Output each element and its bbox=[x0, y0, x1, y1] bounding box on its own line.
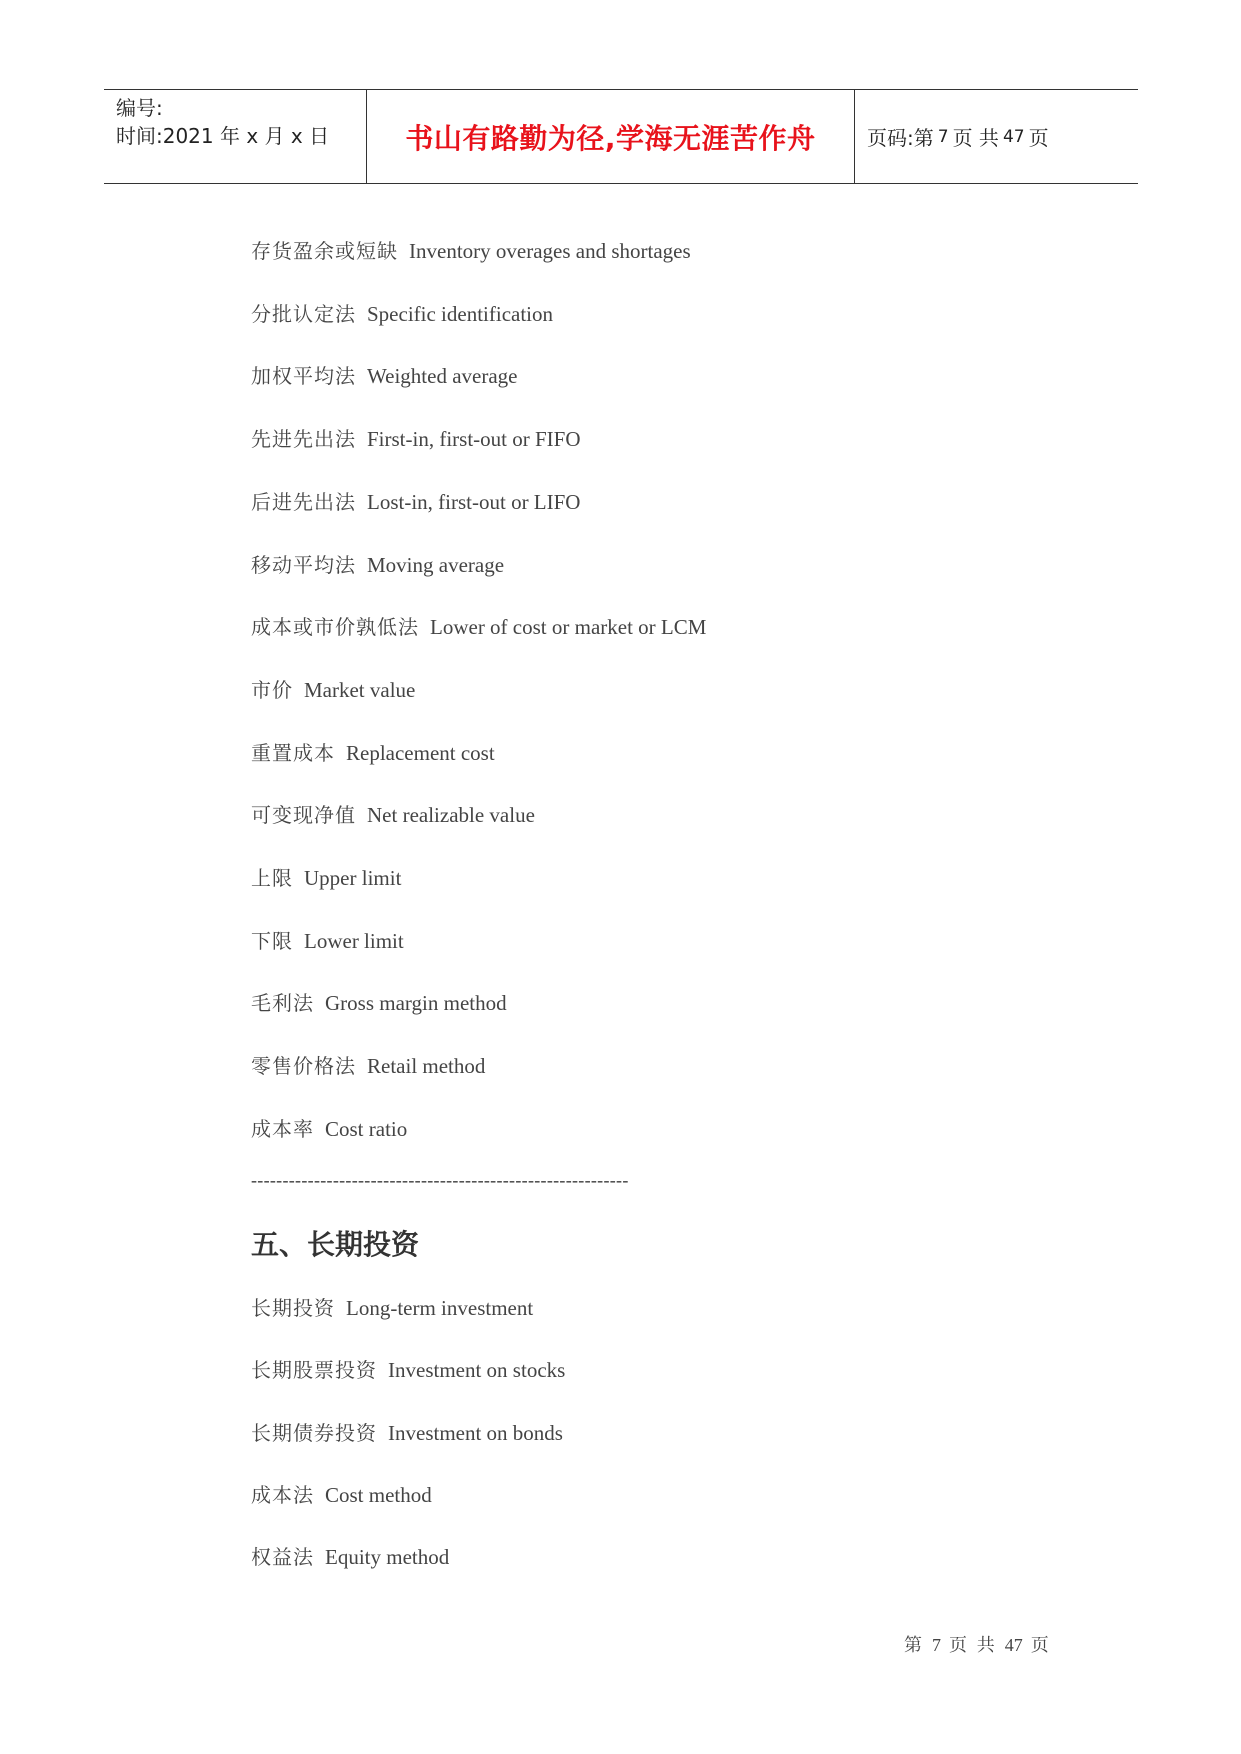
term-entry bbox=[251, 429, 581, 450]
term-chinese: 后进先出法 bbox=[251, 489, 356, 514]
term-chinese: 长期投资 bbox=[251, 1296, 335, 1320]
term-entry bbox=[251, 740, 495, 765]
term-english: Upper limit bbox=[304, 866, 402, 890]
term-chinese: 市价 bbox=[251, 677, 293, 702]
term-english: Equity method bbox=[325, 1545, 450, 1570]
term-english: Investment on stocks bbox=[388, 1358, 566, 1383]
term-entry bbox=[251, 993, 507, 1014]
date-line: 时间:2021 年 x 月 x 日 bbox=[116, 124, 330, 148]
term-chinese: 重置成本 bbox=[251, 740, 335, 765]
serial-number-label: 编号: bbox=[116, 96, 163, 120]
term-chinese: 权益法 bbox=[251, 1545, 314, 1570]
term-chinese: 零售价格法 bbox=[251, 1054, 356, 1079]
term-chinese: 先进先出法 bbox=[251, 427, 356, 452]
header-info-cell bbox=[104, 90, 367, 183]
header-motto-cell bbox=[367, 90, 855, 183]
term-english: Investment on bonds bbox=[388, 1420, 563, 1445]
term-chinese: 分批认定法 bbox=[251, 301, 356, 326]
term-entry bbox=[251, 241, 691, 262]
page-footer bbox=[904, 1631, 1051, 1657]
page-label-prefix: 页码:第 bbox=[867, 126, 934, 150]
page-label-suffix: 页 bbox=[1028, 126, 1049, 150]
term-english: Replacement cost bbox=[346, 740, 495, 765]
footer-total-pages: 47 bbox=[1004, 1635, 1023, 1655]
term-entry bbox=[251, 1482, 432, 1507]
page-header bbox=[104, 89, 1138, 184]
footer-current-page: 7 bbox=[932, 1635, 941, 1655]
page-label-mid: 页 共 bbox=[952, 126, 999, 150]
term-english: Retail method bbox=[367, 1054, 486, 1079]
term-entry bbox=[251, 1547, 449, 1568]
term-entry bbox=[251, 617, 706, 638]
term-chinese: 加权平均法 bbox=[251, 364, 356, 389]
term-chinese: 成本法 bbox=[251, 1482, 314, 1507]
term-english: Market value bbox=[304, 677, 416, 702]
term-english: Weighted average bbox=[367, 364, 518, 389]
term-english: Moving average bbox=[367, 552, 505, 577]
term-chinese: 成本率 bbox=[251, 1116, 314, 1141]
motto-text: 书山有路勤为径,学海无涯苦作舟 bbox=[405, 121, 816, 155]
footer-prefix: 第 bbox=[904, 1635, 924, 1656]
term-chinese: 存货盈余或短缺 bbox=[251, 239, 398, 263]
term-chinese: 移动平均法 bbox=[251, 552, 356, 577]
term-entry bbox=[251, 1420, 563, 1445]
term-entry bbox=[251, 868, 401, 889]
term-english: First-in, first-out or FIFO bbox=[367, 427, 581, 452]
term-entry bbox=[251, 552, 505, 577]
term-entry bbox=[251, 677, 416, 702]
term-english: Inventory overages and shortages bbox=[409, 239, 691, 263]
term-english: Specific identification bbox=[367, 301, 554, 326]
term-entry bbox=[251, 928, 404, 953]
footer-suffix: 页 bbox=[1030, 1635, 1051, 1656]
page-current: 7 bbox=[937, 126, 949, 147]
term-chinese: 长期股票投资 bbox=[251, 1358, 377, 1383]
term-chinese: 成本或市价孰低法 bbox=[251, 615, 419, 640]
term-entry bbox=[251, 489, 581, 514]
term-entry bbox=[251, 805, 535, 826]
term-english: Cost ratio bbox=[325, 1116, 408, 1141]
term-english: Net realizable value bbox=[367, 803, 535, 828]
section-heading: 五、长期投资 bbox=[251, 1228, 420, 1261]
term-english: Lower limit bbox=[304, 928, 404, 953]
term-chinese: 长期债券投资 bbox=[251, 1420, 377, 1445]
footer-mid: 页 共 bbox=[949, 1635, 997, 1656]
page-total: 47 bbox=[1002, 126, 1025, 147]
term-entry bbox=[251, 1360, 565, 1381]
term-english: Long-term investment bbox=[346, 1296, 534, 1320]
term-english: Cost method bbox=[325, 1482, 432, 1507]
term-entry bbox=[251, 1116, 408, 1141]
section-divider: ------------------------------------------------------------ bbox=[251, 1170, 629, 1190]
term-english: Lower of cost or market or LCM bbox=[430, 615, 707, 640]
term-chinese: 可变现净值 bbox=[251, 803, 356, 828]
term-chinese: 上限 bbox=[251, 866, 293, 890]
term-chinese: 毛利法 bbox=[251, 991, 314, 1016]
term-chinese: 下限 bbox=[251, 928, 293, 953]
term-entry bbox=[251, 1056, 485, 1077]
term-entry bbox=[251, 366, 517, 387]
term-entry bbox=[251, 1298, 533, 1319]
term-entry bbox=[251, 301, 554, 326]
header-page-cell bbox=[855, 90, 1138, 183]
term-english: Gross margin method bbox=[325, 991, 507, 1016]
term-english: Lost-in, first-out or LIFO bbox=[367, 489, 581, 514]
